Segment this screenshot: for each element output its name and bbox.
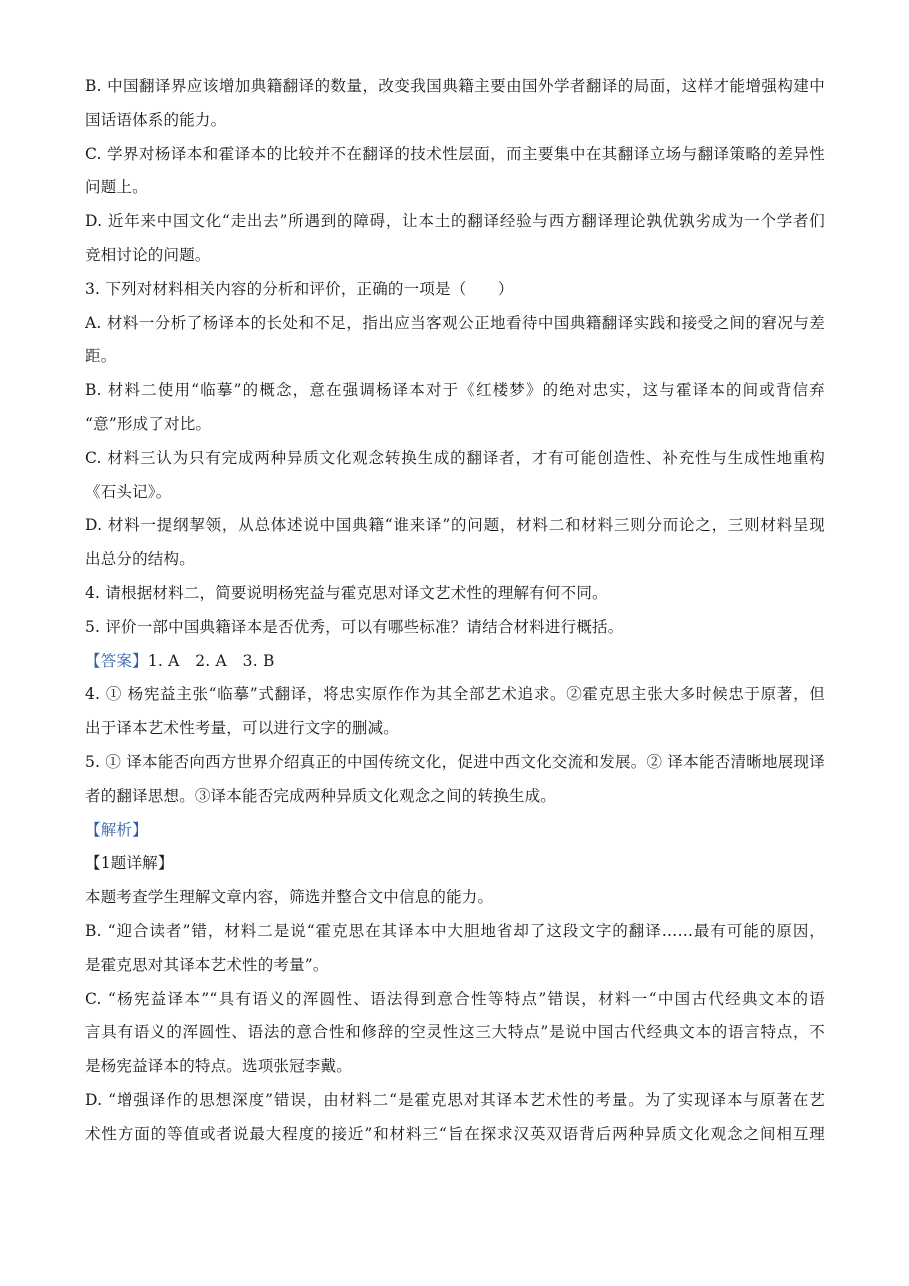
line-text: 是霍克思对其译本艺术性的考量”。 (85, 955, 329, 974)
line-text: 言具有语义的浑圆性、语法的意合性和修辞的空灵性这三大特点”是说中国古代经典文本的语言特点，不 (85, 1023, 825, 1042)
line-text: B. “迎合读者”错，材料二是说“霍克思在其译本中大胆地省却了这段文字的翻译……最有可能的原因， (85, 921, 825, 940)
text-line (85, 1118, 825, 1152)
line-text: 5. ① 译本能否向西方世界介绍真正的中国传统文化，促进中西文化交流和发展。② 译本能否清晰地展现译 (85, 752, 825, 771)
line-text: 问题上。 (85, 178, 148, 197)
line-text: 4. ① 杨宪益主张“临摹”式翻译，将忠实原作作为其全部艺术追求。②霍克思主张大多时候忠于原著，但 (85, 685, 825, 704)
line-text: C. 学界对杨译本和霍译本的比较并不在翻译的技术性层面，而主要集中在其翻译立场与翻译策略的差异性 (85, 144, 825, 163)
line-text: 《石头记》。 (85, 482, 172, 501)
text-line (85, 442, 825, 476)
line-text: 术性方面的等值或者说最大程度的接近”和材料三“旨在探求汉英双语背后两种异质文化观念之间相互理 (85, 1124, 825, 1143)
text-line (85, 408, 825, 442)
text-line (85, 645, 825, 679)
document-body (85, 70, 825, 1152)
text-line (85, 577, 825, 611)
line-text: B. 材料二使用“临摹”的概念，意在强调杨译本对于《红楼梦》的绝对忠实，这与霍译本的间或背信弃 (85, 381, 825, 400)
text-line (85, 1050, 825, 1084)
text-line (85, 374, 825, 408)
line-text: 是杨宪益译本的特点。选项张冠李戴。 (85, 1057, 352, 1076)
line-text: B. 中国翻译界应该增加典籍翻译的数量，改变我国典籍主要由国外学者翻译的局面，这样才能增强构建中 (85, 77, 825, 95)
text-line (85, 611, 825, 645)
text-line (85, 915, 825, 949)
text-line (85, 1084, 825, 1118)
text-line (85, 780, 825, 814)
line-text: 4. 请根据材料二，简要说明杨宪益与霍克思对译文艺术性的理解有何不同。 (85, 583, 608, 602)
text-line (85, 881, 825, 915)
line-text: D. 材料一提纲挈领，从总体述说中国典籍“谁来译”的问题，材料二和材料三则分而论之，三则材料呈现 (85, 516, 825, 535)
section-label: 【答案】 (85, 651, 148, 670)
text-line (85, 171, 825, 205)
line-text: 3. 下列对材料相关内容的分析和评价，正确的一项是（ ） (85, 279, 514, 298)
line-text: A. 材料一分析了杨译本的长处和不足，指出应当客观公正地看待中国典籍翻译实践和接受之间的窘况与差 (85, 313, 825, 332)
line-text: 出总分的结构。 (85, 550, 195, 569)
text-line (85, 983, 825, 1017)
line-text: 者的翻译思想。③译本能否完成两种异质文化观念之间的转换生成。 (85, 786, 557, 805)
section-label: 【解析】 (85, 820, 148, 839)
line-text: 竞相讨论的问题。 (85, 245, 211, 264)
text-line (85, 138, 825, 172)
text-line (85, 543, 825, 577)
text-line (85, 746, 825, 780)
text-line (85, 104, 825, 138)
text-line (85, 476, 825, 510)
line-text: D. “增强译作的思想深度”错误，由材料二“是霍克思对其译本艺术性的考量。为了实现译本与原著在艺 (85, 1090, 825, 1109)
line-text: 距。 (85, 347, 117, 366)
text-line (85, 814, 825, 848)
text-line (85, 307, 825, 341)
line-text: 【1题详解】 (85, 854, 174, 873)
text-line (85, 712, 825, 746)
line-text: 国话语体系的能力。 (85, 110, 227, 129)
line-text: “意”形成了对比。 (85, 414, 212, 433)
line-text: C. 材料三认为只有完成两种异质文化观念转换生成的翻译者，才有可能创造性、补充性与生成性地重构 (85, 448, 825, 467)
text-line (85, 205, 825, 239)
line-text: 本题考查学生理解文章内容，筛选并整合文中信息的能力。 (85, 888, 494, 907)
line-text: 5. 评价一部中国典籍译本是否优秀，可以有哪些标准？请结合材料进行概括。 (85, 617, 624, 636)
text-line (85, 678, 825, 712)
text-line (85, 847, 825, 881)
text-line (85, 949, 825, 983)
line-text: D. 近年来中国文化“走出去”所遇到的障碍，让本土的翻译经验与西方翻译理论孰优孰劣成为一个学者们 (85, 212, 825, 231)
text-line (85, 1016, 825, 1050)
text-line (85, 273, 825, 307)
line-text: 出于译本艺术性考量，可以进行文字的删减。 (85, 719, 400, 738)
text-line (85, 509, 825, 543)
line-text: C. “杨宪益译本”“具有语义的浑圆性、语法得到意合性等特点”错误，材料一“中国古代经典文本的语 (85, 989, 825, 1008)
text-line (85, 239, 825, 273)
text-line (85, 70, 825, 104)
line-text: 1. A 2. A 3. B (147, 651, 275, 670)
text-line (85, 340, 825, 374)
